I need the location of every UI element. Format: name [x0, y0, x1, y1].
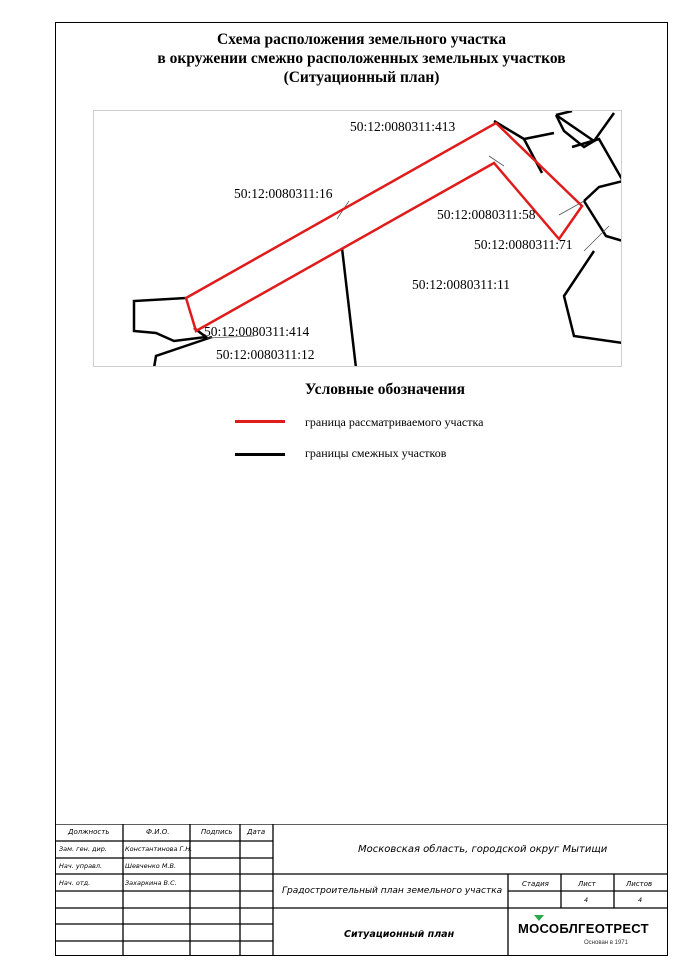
sheet-title: Ситуационный план [344, 929, 455, 940]
legend-title: Условные обозначения [304, 381, 465, 398]
row2-name: Шевченко М.В. [125, 862, 177, 870]
parcel-label-413: 50:12:0080311:413 [350, 119, 456, 134]
logo-mark-icon [534, 915, 544, 921]
title-line-2: в окружении смежно расположенных земельных участков [157, 50, 566, 67]
subject-parcel-boundary [186, 123, 582, 331]
boundary-upper-right-6 [594, 113, 614, 141]
row3-position: Нач. отд. [59, 879, 91, 887]
company-since: Основан в 1971 [584, 940, 628, 946]
boundary-upper-right-5 [572, 139, 622, 181]
boundary-left-lower [154, 337, 212, 367]
legend-subject-label: граница рассматриваемого участка [305, 415, 484, 429]
situation-map [93, 110, 622, 367]
row1-name: Константинова Г.Н. [125, 845, 193, 853]
parcel-label-11: 50:12:0080311:11 [412, 277, 511, 292]
boundary-lower-right [564, 251, 622, 343]
header-signature: Подпись [201, 828, 233, 836]
header-name: Ф.И.О. [146, 828, 170, 836]
location-text: Московская область, городской округ Мытищи [358, 844, 608, 855]
sheet-value: 4 [584, 896, 589, 904]
parcel-label-16: 50:12:0080311:16 [234, 186, 333, 201]
company-name: МОСОБЛГЕОТРЕСТ [518, 921, 649, 936]
legend-subject-swatch [235, 420, 285, 423]
row3-name: Захаркина В.С. [125, 879, 177, 887]
header-position: Должность [68, 828, 110, 836]
title-block [56, 824, 668, 956]
parcel-label-414: 50:12:0080311:414 [204, 324, 310, 339]
stage-label: Стадия [522, 880, 549, 888]
sheet-label: Лист [578, 880, 596, 888]
row1-position: Зам. ген. дир. [59, 845, 107, 853]
title-line-1: Схема расположения земельного участка [217, 31, 506, 48]
parcel-label-71: 50:12:0080311:71 [474, 237, 573, 252]
document-name: Градостроительный план земельного участка [282, 886, 503, 896]
company-logo [518, 919, 668, 951]
boundary-upper-right-3 [556, 111, 572, 115]
parcel-label-12: 50:12:0080311:12 [216, 347, 315, 362]
boundary-left-plot [134, 298, 206, 341]
boundary-upper-right-7 [584, 181, 622, 201]
document-title [55, 30, 668, 87]
boundary-divider [342, 248, 356, 367]
boundary-right-8 [584, 201, 622, 241]
sheets-value: 4 [638, 896, 643, 904]
header-date: Дата [247, 828, 266, 836]
legend-adjacent-swatch [235, 453, 285, 456]
parcel-label-58: 50:12:0080311:58 [437, 207, 536, 222]
title-line-3: (Ситуационный план) [283, 69, 440, 86]
boundary-upper-right-2 [524, 139, 542, 173]
legend-adjacent-label: границы смежных участков [305, 446, 447, 460]
row2-position: Нач. управл. [59, 862, 103, 870]
sheets-label: Листов [626, 880, 653, 888]
